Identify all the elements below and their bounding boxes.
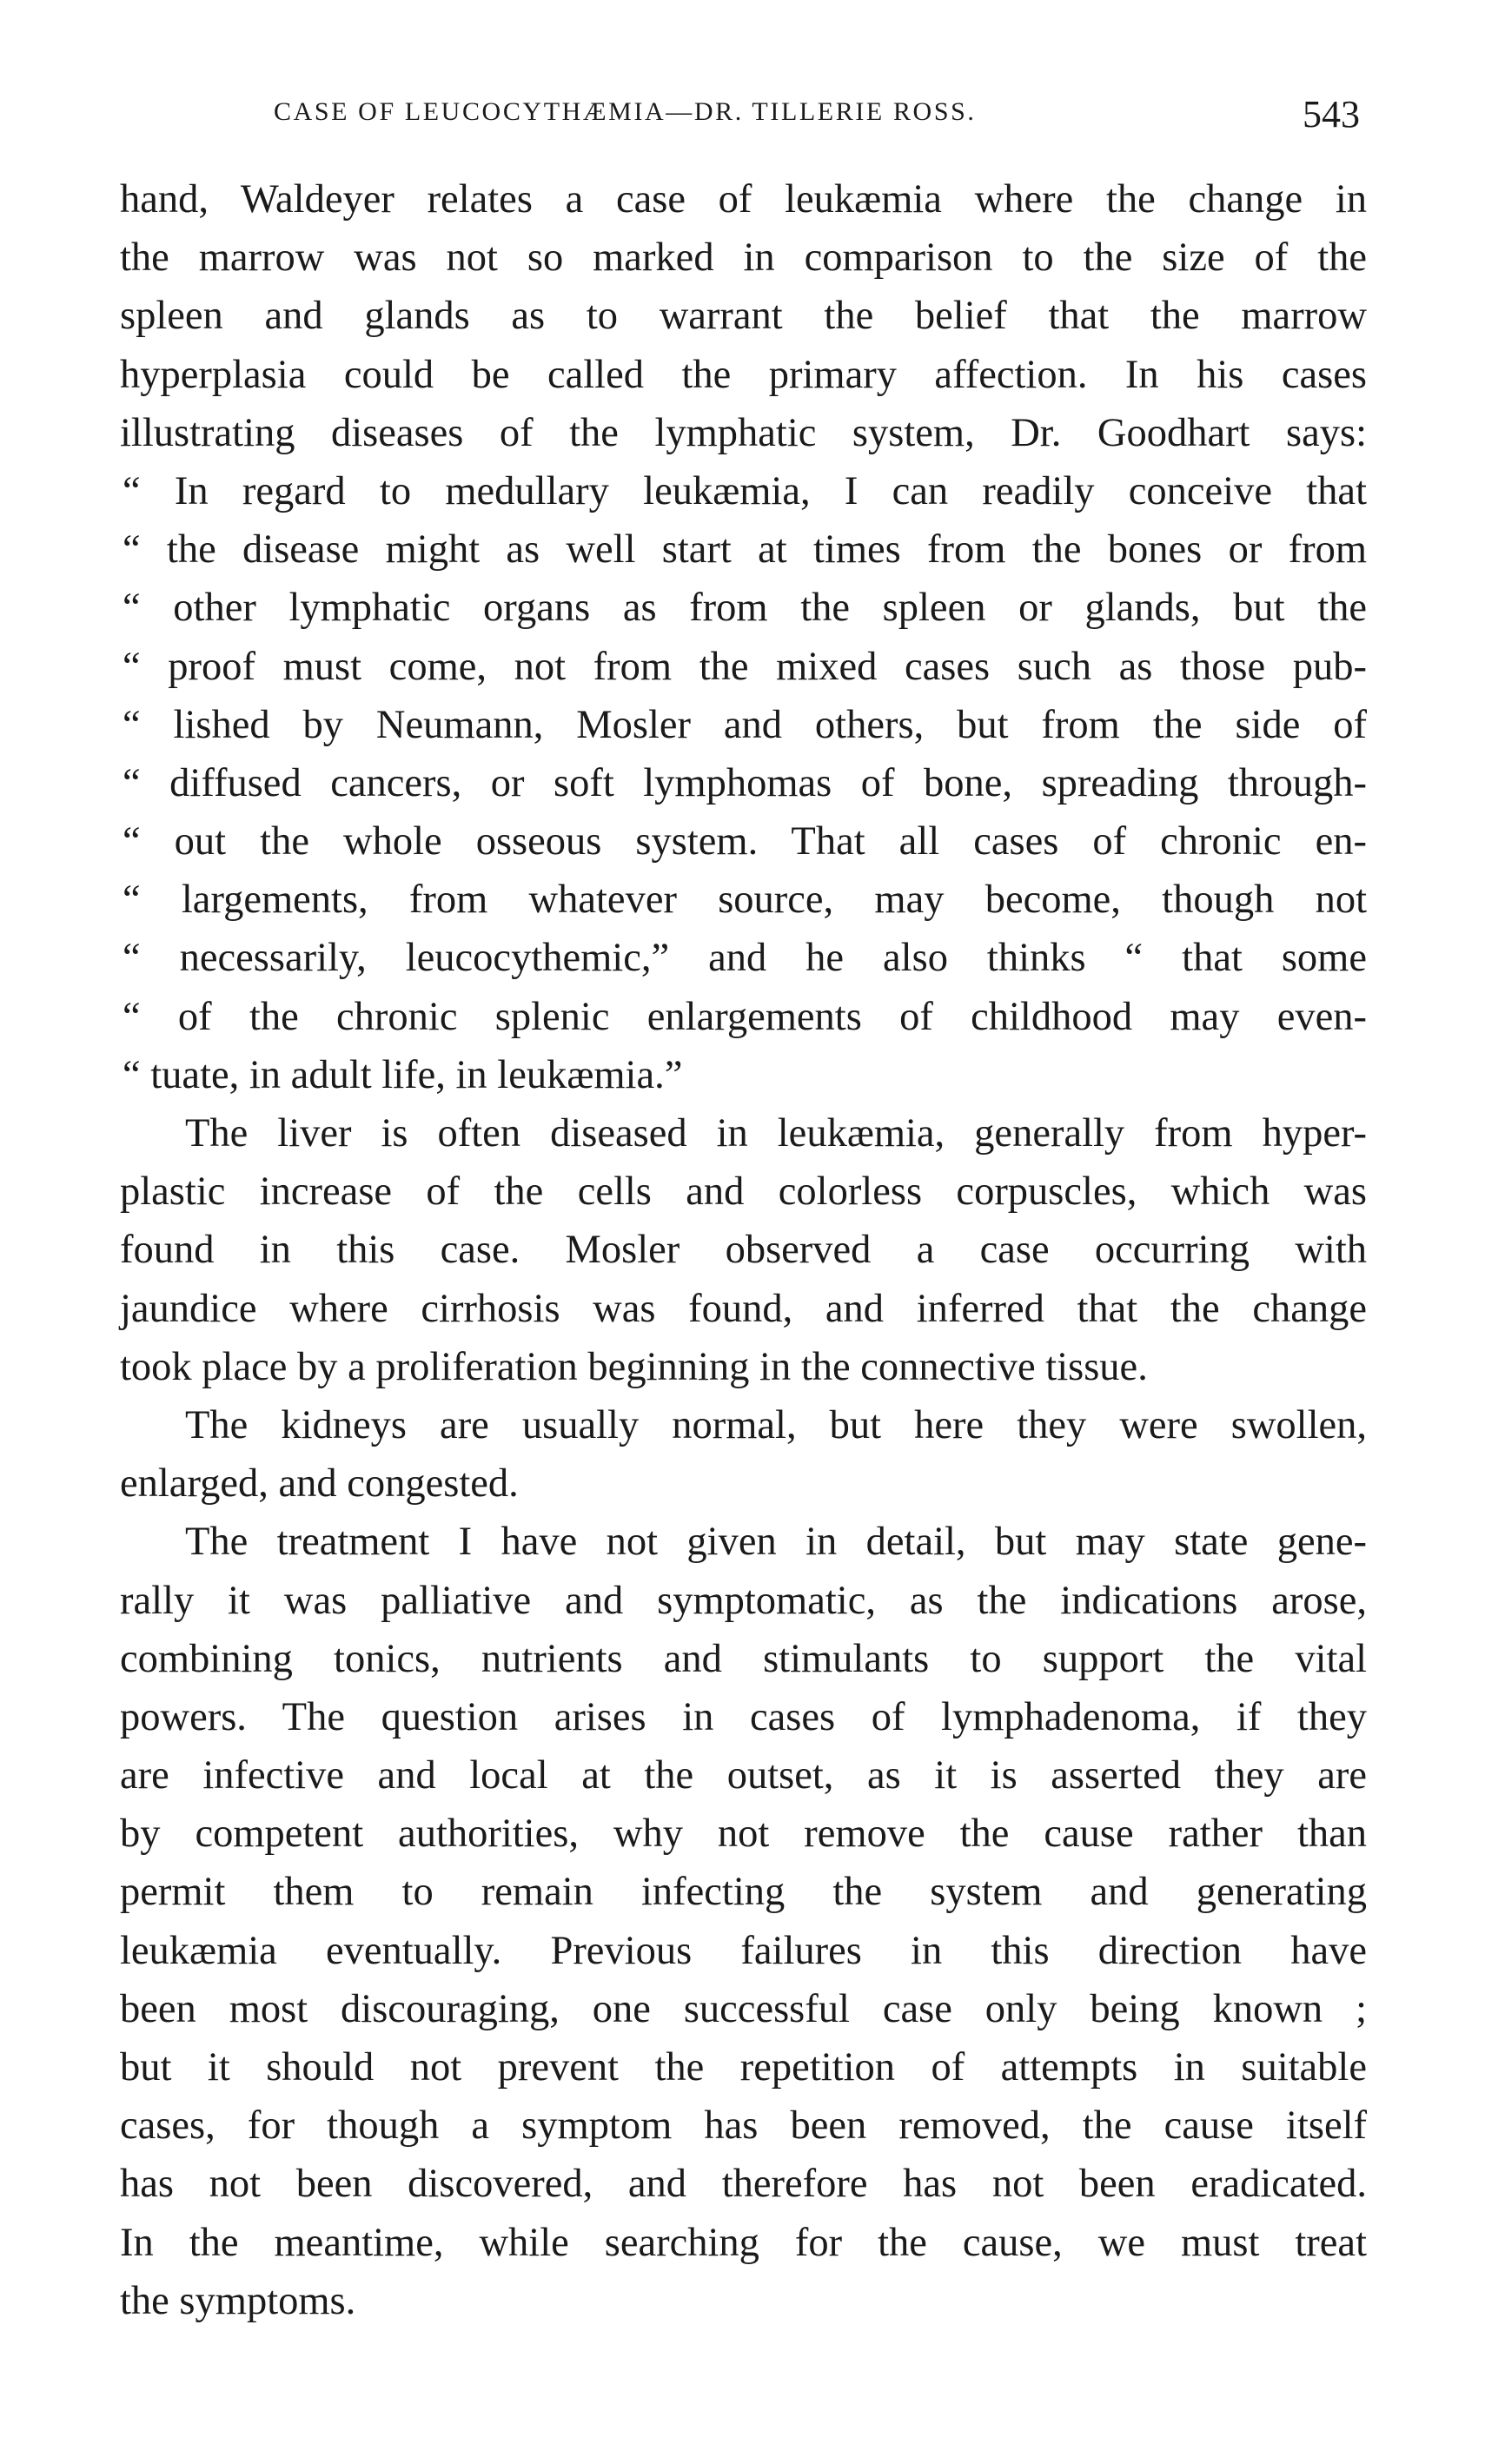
- text-line: cases, for though a symptom has been removed, the cause itself: [120, 2103, 1367, 2149]
- text-line: The kidneys are usually normal, but here they were swollen,: [185, 1402, 1367, 1447]
- text-line: permit them to remain infecting the system and generating: [120, 1870, 1367, 1915]
- quote-line: “ largements, from whatever source, may become, though not: [123, 878, 1367, 923]
- text-line: powers. The question arises in cases of lymphadenoma, if they: [120, 1694, 1367, 1739]
- text-line: illustrating diseases of the lymphatic system, Dr. Goodhart says:: [120, 410, 1367, 455]
- text-line: plastic increase of the cells and colorless corpuscles, which was: [120, 1169, 1367, 1215]
- text-line: The liver is often diseased in leukæmia, generally from hyper-: [185, 1111, 1367, 1156]
- quote-line: “ In regard to medullary leukæmia, I can readily conceive that: [123, 468, 1367, 513]
- text-line: enlarged, and congested.: [120, 1461, 519, 1507]
- text-line: are infective and local at the outset, as it is asserted they are: [120, 1753, 1367, 1798]
- quote-line: “ of the chronic splenic enlargements of childhood may even-: [123, 994, 1367, 1039]
- quote-line: “ lished by Neumann, Mosler and others, but from the side of: [123, 702, 1367, 747]
- text-line: leukæmia eventually. Previous failures in this direction have: [120, 1928, 1367, 1973]
- text-line: hand, Waldeyer relates a case of leukæmia where the change in: [120, 177, 1367, 222]
- text-line: been most discouraging, one successful case only being known ;: [120, 1986, 1367, 2031]
- text-line: found in this case. Mosler observed a case occurring with: [120, 1228, 1367, 1273]
- text-line: the symptoms.: [120, 2278, 356, 2323]
- paragraph: [120, 1104, 1367, 1396]
- quote-line: “ other lymphatic organs as from the spleen or glands, but the: [123, 586, 1367, 631]
- page-number: 543: [1303, 93, 1360, 136]
- quote-line: “ proof must come, not from the mixed cases such as those pub-: [123, 644, 1367, 689]
- quote-line: “ tuate, in adult life, in leukæmia.”: [123, 1052, 683, 1097]
- text-line: took place by a proliferation beginning in the connective tissue.: [120, 1344, 1148, 1389]
- paragraph: [120, 1513, 1367, 2330]
- body-text: [120, 170, 1367, 2330]
- quote-line: “ the disease might as well start at times from the bones or from: [123, 527, 1367, 573]
- text-line: by competent authorities, why not remove the cause rather than: [120, 1812, 1367, 1857]
- text-line: jaundice where cirrhosis was found, and inferred that the change: [120, 1286, 1367, 1331]
- text-line: spleen and glands as to warrant the belief that the marrow: [120, 294, 1367, 339]
- running-header: [274, 94, 1360, 146]
- running-title: CASE OF LEUCOCYTHÆMIA—DR. TILLERIE ROSS.: [274, 97, 977, 126]
- text-line: rally it was palliative and symptomatic, as the indications arose,: [120, 1578, 1367, 1623]
- quote-line: “ necessarily, leucocythemic,” and he also thinks “ that some: [123, 936, 1367, 981]
- text-line: The treatment I have not given in detail, but may state gene-: [185, 1520, 1367, 1565]
- text-line: but it should not prevent the repetition of attempts in suitable: [120, 2045, 1367, 2090]
- paragraph: [120, 170, 1367, 1104]
- text-line: has not been discovered, and therefore has not been eradicated.: [120, 2162, 1367, 2207]
- text-line: the marrow was not so marked in comparison to the size of the: [120, 235, 1367, 281]
- paragraph: [120, 1396, 1367, 1513]
- text-line: combining tonics, nutrients and stimulants to support the vital: [120, 1636, 1367, 1681]
- quote-line: “ diffused cancers, or soft lymphomas of bone, spreading through-: [123, 760, 1367, 805]
- text-line: In the meantime, while searching for the cause, we must treat: [120, 2220, 1367, 2265]
- quote-line: “ out the whole osseous system. That all cases of chronic en-: [123, 819, 1367, 864]
- text-line: hyperplasia could be called the primary affection. In his cases: [120, 352, 1367, 397]
